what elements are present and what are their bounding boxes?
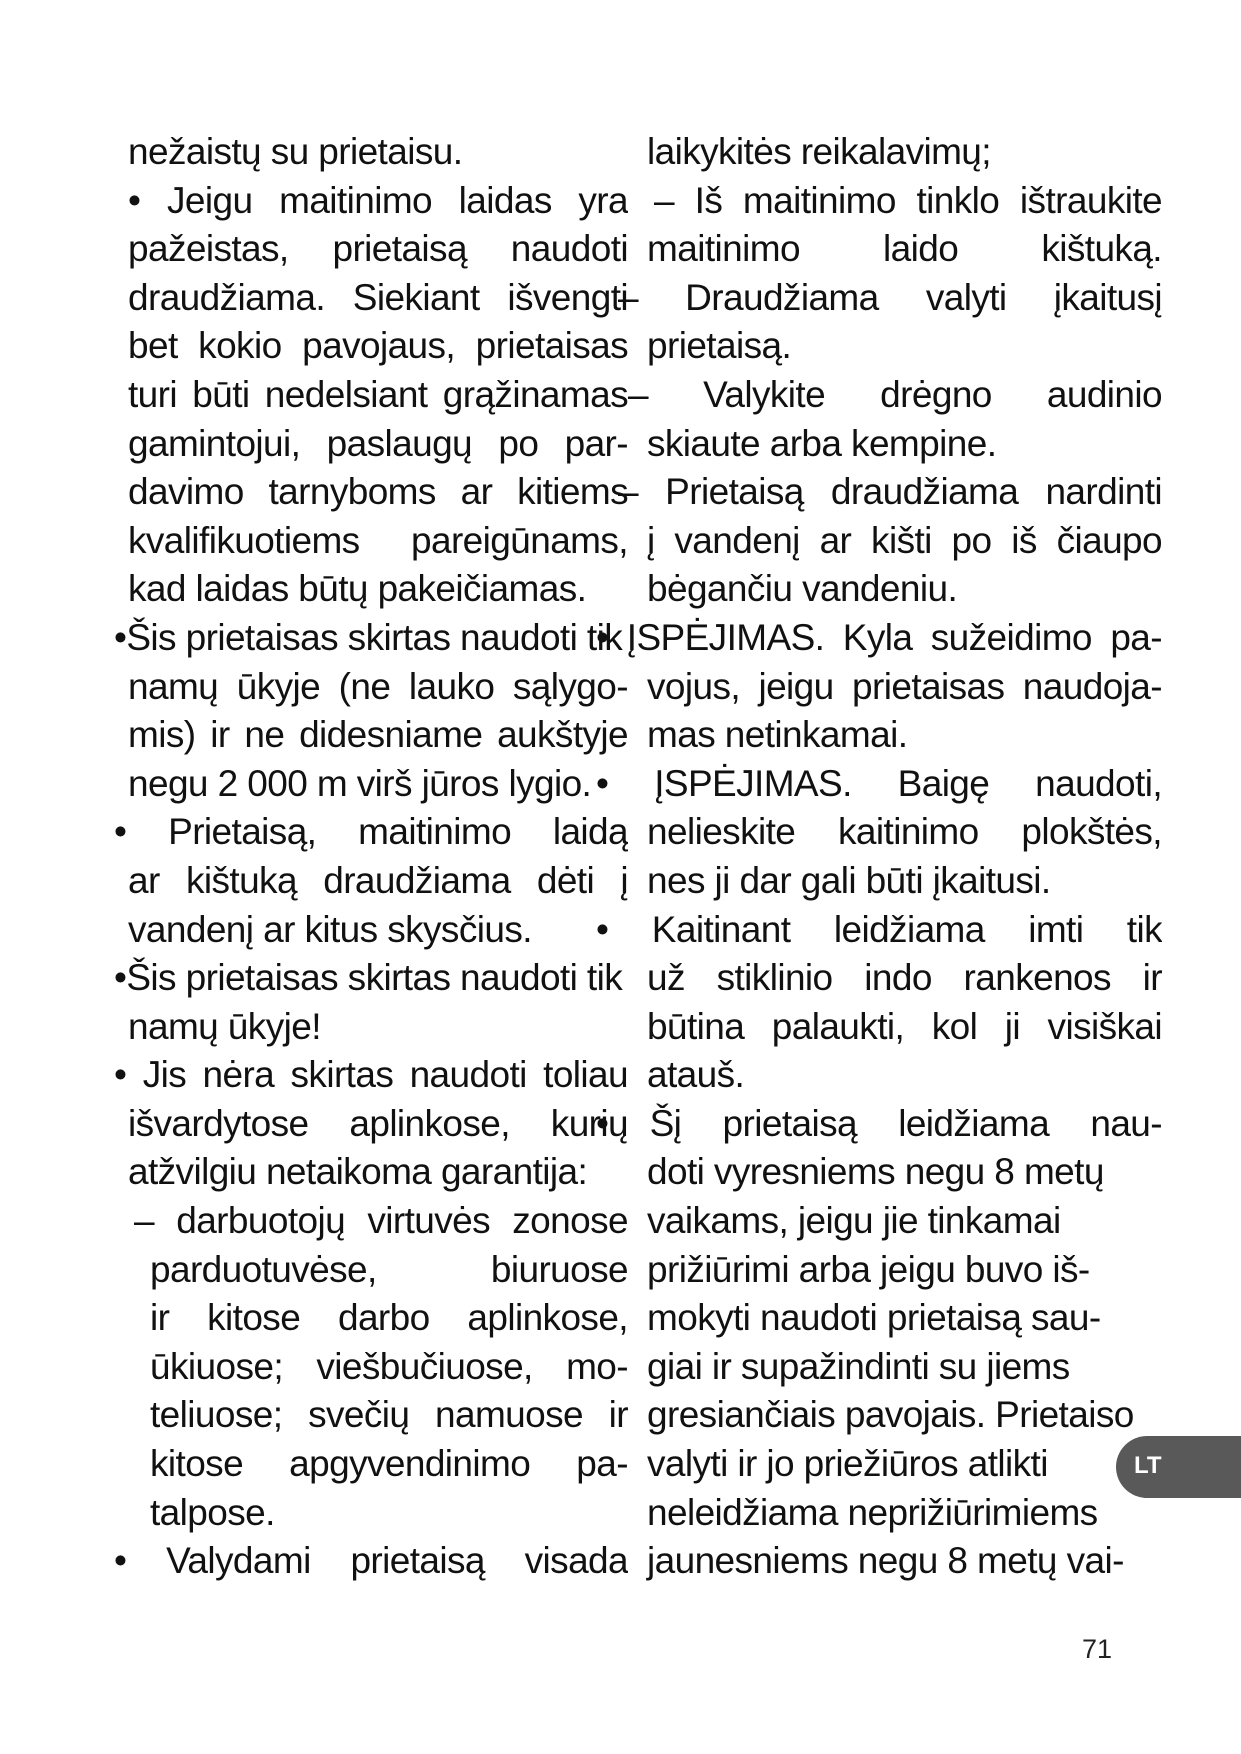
text-line: jaunesniems negu 8 metų vai- (647, 1540, 1124, 1582)
text-line: • ĮSPĖJIMAS. Kyla sužeidimo pa- (596, 616, 1162, 658)
text-line: vojus, jeigu prietaisas naudoja- (647, 665, 1162, 707)
text-line: kad laidas būtų pakeičiamas. (128, 568, 587, 610)
text-line: valyti ir jo priežiūros atlikti (647, 1443, 1048, 1485)
text-line: būtina palaukti, kol ji visiškai (647, 1005, 1162, 1047)
text-line: turi būti nedelsiant grąžinamas (128, 373, 628, 415)
text-line: kitose apgyvendinimo pa- (150, 1443, 628, 1485)
text-line: •Šis prietaisas skirtas naudoti tik (114, 616, 623, 658)
text-line: – Prietaisą draudžiama nardinti (618, 471, 1162, 513)
text-line: doti vyresniems negu 8 metų (647, 1151, 1104, 1193)
text-line: negu 2 000 m virš jūros lygio. (128, 762, 592, 804)
text-line: ar kištuką draudžiama dėti į (128, 859, 628, 901)
text-line: talpose. (150, 1491, 275, 1533)
text-line: •Šis prietaisas skirtas naudoti tik (114, 957, 623, 999)
text-line: atžvilgiu netaikoma garantija: (128, 1151, 588, 1193)
text-line: – Valykite drėgno audinio (628, 373, 1162, 415)
text-line: laikykitės reikalavimų; (647, 131, 991, 172)
text-line: teliuose; svečių namuose ir (150, 1394, 628, 1436)
text-line: gresiančiais pavojais. Prietaiso (647, 1394, 1134, 1436)
text-line: • Valydami prietaisą visada (114, 1540, 628, 1582)
text-line: nežaistų su prietaisu. (128, 131, 463, 172)
page-number: 71 (1082, 1634, 1113, 1664)
text-line: nelieskite kaitinimo plokštės, (647, 811, 1162, 853)
text-line: bet kokio pavojaus, prietaisas (128, 325, 628, 367)
text-line: gamintojui, paslaugų po par- (128, 422, 628, 464)
text-line: – darbuotojų virtuvės zonose (134, 1200, 628, 1242)
text-line: parduotuvėse, biuruose (150, 1248, 628, 1290)
text-line: – Draudžiama valyti įkaitusį (618, 276, 1162, 318)
text-line: giai ir supažindinti su jiems (647, 1345, 1070, 1387)
text-line: maitinimo laido kištuką. (647, 228, 1162, 270)
text-line: pažeistas, prietaisą naudoti (128, 228, 628, 270)
text-line: • ĮSPĖJIMAS. Baigę naudoti, (596, 762, 1162, 804)
text-line: ir kitose darbo aplinkose, (150, 1297, 628, 1339)
text-line: atauš. (647, 1054, 745, 1096)
text-line: draudžiama. Siekiant išvengti (128, 276, 628, 318)
text-line: vaikams, jeigu jie tinkamai (647, 1200, 1061, 1242)
text-line: bėgančiu vandeniu. (647, 568, 958, 610)
text-line: • Jis nėra skirtas naudoti toliau (114, 1054, 628, 1096)
text-line: namų ūkyje (ne lauko sąlygo- (128, 665, 628, 707)
language-tab-label: LT (1134, 1452, 1162, 1479)
text-line: neleidžiama neprižiūrimiems (647, 1491, 1098, 1533)
text-line: vandenį ar kitus skysčius. (128, 908, 532, 950)
text-line: • Jeigu maitinimo laidas yra (128, 179, 628, 221)
text-line: • Šį prietaisą leidžiama nau- (596, 1102, 1162, 1144)
text-line: kvalifikuotiems pareigūnams, (128, 519, 628, 561)
text-line: nes ji dar gali būti įkaitusi. (647, 859, 1051, 901)
text-line: skiaute arba kempine. (647, 422, 997, 464)
text-line: namų ūkyje! (128, 1005, 321, 1047)
text-line: • Prietaisą, maitinimo laidą (114, 811, 628, 853)
text-line: už stiklinio indo rankenos ir (647, 957, 1162, 999)
text-line: – Iš maitinimo tinklo ištraukite (654, 179, 1162, 221)
text-line: davimo tarnyboms ar kitiems (128, 471, 628, 513)
text-line: į vandenį ar kišti po iš čiaupo (647, 519, 1162, 561)
text-line: ūkiuose; viešbučiuose, mo- (150, 1345, 628, 1387)
text-line: mas netinkamai. (647, 714, 908, 756)
text-line: mis) ir ne didesniame aukštyje (128, 714, 628, 756)
left-text-column (114, 128, 628, 1586)
text-line: • Kaitinant leidžiama imti tik (596, 908, 1162, 950)
text-line: išvardytose aplinkose, kurių (128, 1102, 628, 1144)
text-line: prietaisą. (647, 325, 792, 367)
text-line: mokyti naudoti prietaisą sau- (647, 1297, 1101, 1339)
language-tab (1116, 1436, 1241, 1498)
text-line: prižiūrimi arba jeigu buvo iš- (647, 1248, 1090, 1290)
